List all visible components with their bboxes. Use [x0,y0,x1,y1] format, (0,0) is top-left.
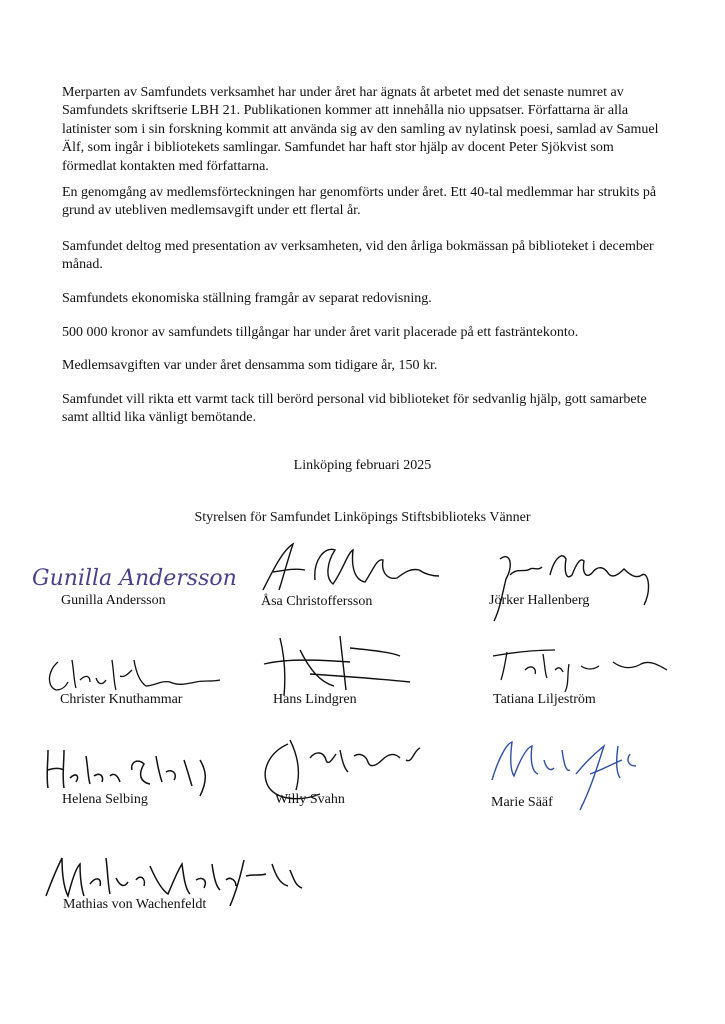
signature-block [240,730,440,810]
signatory-name: Tatiana Liljeström [493,692,596,707]
signature-block [30,555,270,615]
paragraph-thanks: Samfundet vill rikta ett varmt tack till berörd personal vid biblioteket för sedvanlig hjälp, gott samarbete samt alltid lika vänligt bemötande. [62,392,647,426]
signatory-name: Mathias von Wachenfeldt [63,897,207,912]
board-line: Styrelsen för Samfundet Linköpings Stiftsbiblioteks Vänner [194,510,531,525]
paragraph-finances: Samfundets ekonomiska ställning framgår av separat redovisning. [62,291,432,306]
paragraph-membership-fee: Medlemsavgiften var under året densamma som tidigare år, 150 kr. [62,358,438,373]
signatory-name: Hans Lindgren [273,692,357,707]
signatory-name: Christer Knuthammar [60,692,183,707]
signature-block [480,545,680,620]
signature-block [480,730,680,810]
handwritten-signature [40,740,240,800]
signatory-name: Gunilla Andersson [61,593,166,608]
place-date: Linköping februari 2025 [293,458,432,473]
handwritten-signature [480,545,680,625]
signature-block [250,630,450,710]
signature-block [255,540,455,615]
paragraph-publication: Merparten av Samfundets verksamhet har under året har ägnats åt arbetet med det senaste numret av Samfundets skriftserie LBH 21. Publikationen kommer att innehålla nio uppsatser. Författarna är alla latinister som i sin forskning kommit att använda sig av den samling av nylatinsk poesi, samlad av Samuel Älf, som ingår i bibliotekets samlingar. Samfundet har haft stor hjälp av docent Peter Sjökvist som förmedlat kontakten med författarna. [62,85,659,174]
signature-block [40,650,240,710]
handwritten-signature [255,540,455,600]
signature-block [40,740,240,810]
paragraph-membership-review: En genomgång av medlemsförteckningen har genomförts under året. Ett 40-tal medlemmar har strukits på grund av utebliven medlemsavgift under ett flertal år. [62,185,657,219]
svg-text:Gunilla Andersson: Gunilla Andersson [32,566,237,591]
signatory-name: Åsa Christoffersson [261,594,373,609]
paragraph-fixed-deposit: 500 000 kronor av samfundets tillgångar har under året varit placerade på ett fasträntekonto. [62,325,579,340]
signatory-name: Willy Svahn [275,792,345,807]
handwritten-signature [250,630,450,700]
signature-block [485,640,685,710]
handwritten-signature [485,640,685,695]
signatory-name: Helena Selbing [62,792,148,807]
handwritten-signature [40,650,240,695]
signatory-name: Jörker Hallenberg [489,593,590,608]
signatory-name: Marie Sääf [491,795,553,810]
paragraph-book-fair: Samfundet deltog med presentation av verksamheten, vid den årliga bokmässan på biblioteket i december månad. [62,239,654,273]
signature-block [40,850,320,930]
